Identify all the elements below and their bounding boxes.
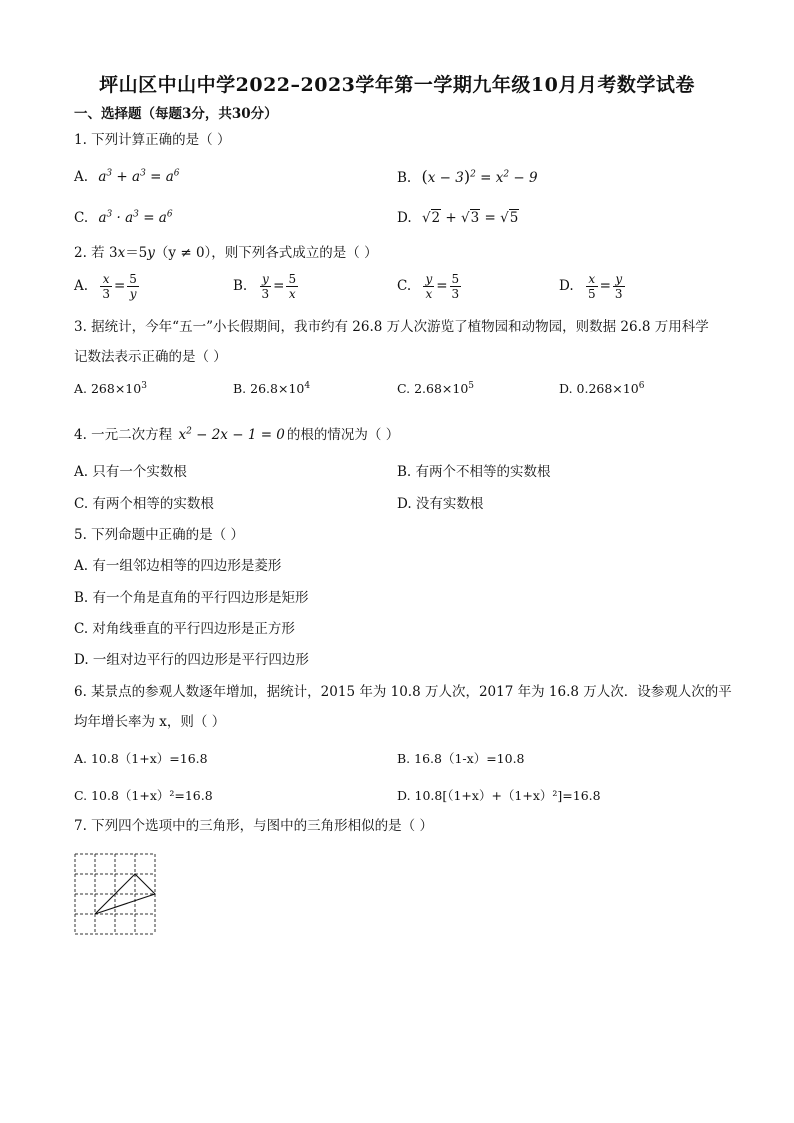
question-4-option-a: A. 只有一个实数根: [74, 464, 187, 480]
question-1-stem: 1. 下列计算正确的是（ ）: [74, 132, 231, 148]
math-expression: $(x - 3)^2 = x^2 - 9$: [421, 167, 538, 186]
math-expression: √2 + √3 = √5: [421, 210, 519, 226]
math-expression: $a^3 + a^3 = a^6$: [98, 168, 180, 185]
option-label: B.: [397, 170, 412, 186]
question-3-option-c: C. $2.68\times 10^5$: [397, 380, 475, 396]
triangle-grid-figure: [74, 853, 156, 935]
math-expression: $x^2 - 2x - 1 = 0$: [178, 426, 285, 443]
exam-title: 坪山区中山中学2022–2023学年第一学期九年级10月月考数学试卷: [99, 74, 695, 96]
question-2-stem: 2. 若 3x＝5y（y ≠ 0），则下列各式成立的是（ ）: [74, 245, 378, 261]
question-2-option-b: B. $\frac{y}{3}$ = $\frac{5}{x}$: [233, 272, 297, 301]
option-label: D.: [559, 278, 574, 294]
grid-svg: [74, 853, 156, 935]
question-6-stem-line2: 均年增长率为 x，则（ ）: [74, 714, 226, 730]
option-label: D.: [397, 210, 412, 226]
question-3-stem-line1: 3. 据统计，今年“五一”小长假期间，我市约有 26.8 万人次游览了植物园和动物园，则数据 26.8 万用科学: [74, 319, 709, 335]
question-2-option-d: D. $\frac{x}{5}$ = $\frac{y}{3}$: [559, 272, 623, 301]
option-label: B.: [233, 278, 248, 294]
option-label: C.: [74, 210, 89, 226]
question-4-option-d: D. 没有实数根: [397, 496, 484, 512]
question-6-stem-line1: 6. 某景点的参观人数逐年增加，据统计，2015 年为 10.8 万人次，2017 年为 16.8 万人次．设参观人次的平: [74, 684, 732, 700]
question-1-option-c: [74, 209, 173, 227]
option-label: A.: [74, 169, 89, 185]
question-5-option-b: B. 有一个角是直角的平行四边形是矩形: [74, 590, 309, 606]
question-5-stem: 5. 下列命题中正确的是（ ）: [74, 527, 244, 543]
question-7-stem: 7. 下列四个选项中的三角形，与图中的三角形相似的是（ ）: [74, 818, 433, 834]
question-3-option-a: A. $268\times 10^3$: [74, 380, 147, 396]
question-4-option-b: B. 有两个不相等的实数根: [397, 464, 551, 480]
question-4-stem: 4. 一元二次方程 $x^2 - 2x - 1 = 0$ 的根的情况为（ ）: [74, 426, 400, 443]
question-5-option-c: C. 对角线垂直的平行四边形是正方形: [74, 621, 295, 637]
question-3-option-d: D. $0.268\times 10^6$: [559, 380, 645, 396]
question-5-option-d: D. 一组对边平行的四边形是平行四边形: [74, 652, 309, 668]
question-6-option-d: D. 10.8[（1+x）+（1+x）²]=16.8: [397, 788, 601, 803]
question-5-option-a: A. 有一组邻边相等的四边形是菱形: [74, 558, 282, 574]
question-3-stem-line2: 记数法表示正确的是（ ）: [74, 349, 227, 365]
section-heading: 一、选择题（每题3分，共30分）: [74, 106, 278, 122]
question-1-option-d: [397, 209, 519, 227]
question-6-option-c: C. 10.8（1+x）²=16.8: [74, 788, 213, 803]
question-1-option-b: [397, 168, 538, 187]
question-4-option-c: C. 有两个相等的实数根: [74, 496, 214, 512]
question-3-option-b: B. $26.8\times 10^4$: [233, 380, 311, 396]
option-label: C.: [397, 278, 412, 294]
question-1-option-a: [74, 168, 180, 186]
option-label: A.: [74, 278, 89, 294]
question-6-option-a: A. 10.8（1+x）=16.8: [74, 751, 208, 766]
question-2-option-a: A. $\frac{x}{3}$ = $\frac{5}{y}$: [74, 272, 137, 301]
math-expression: $a^3 \cdot a^3 = a^6$: [98, 209, 173, 226]
question-6-option-b: B. 16.8（1-x）=10.8: [397, 751, 525, 766]
question-2-option-c: C. $\frac{y}{x}$ = $\frac{5}{3}$: [397, 272, 460, 301]
